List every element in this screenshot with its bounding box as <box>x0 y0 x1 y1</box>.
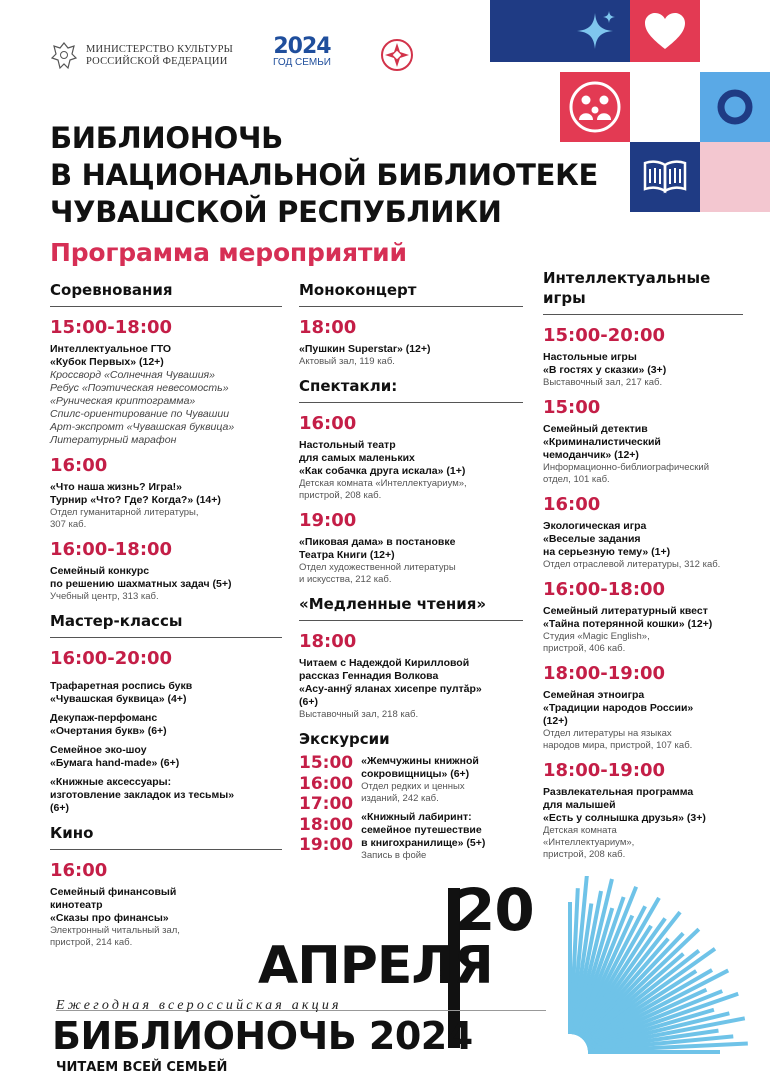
event-slogan: ЧИТАЕМ ВСЕЙ СЕМЬЕЙ <box>56 1060 228 1075</box>
event-title: рассказ Геннадия Волкова <box>299 670 439 682</box>
event-time: 18:00 <box>299 814 354 835</box>
event-title: Семейный финансовый <box>50 886 177 898</box>
section-heading-competitions: Соревнования <box>50 280 282 307</box>
event-block <box>543 325 755 389</box>
event-title: чемоданчик» (12+) <box>543 449 639 461</box>
event-place: Учебный центр, 313 каб. <box>50 591 159 602</box>
event-time: 18:00-19:00 <box>543 663 666 684</box>
decor-tile-ring <box>700 72 770 142</box>
event-item: Ребус «Поэтическая невесомость» <box>50 382 229 394</box>
title-line1: БИБЛИОНОЧЬ <box>50 121 283 155</box>
coat-of-arms-icon <box>50 40 78 72</box>
event-block <box>543 579 755 655</box>
event-block <box>299 413 523 502</box>
event-time: 16:00 <box>50 860 108 881</box>
event-place: Отдел художественной литературы <box>299 562 456 573</box>
event-time: 16:00 <box>299 413 357 434</box>
event-item: Кроссворд «Солнечная Чувашия» <box>50 369 215 381</box>
event-title: «Жемчужины книжной <box>361 755 479 767</box>
event-item: Арт-экспромт «Чувашская буквица» <box>50 421 235 433</box>
event-title: Читаем с Надеждой Кирилловой <box>299 657 470 669</box>
event-time: 16:00 <box>50 455 108 476</box>
event-title: Настольные игры <box>543 351 637 363</box>
event-name: БИБЛИОНОЧЬ 2024 <box>52 1014 473 1058</box>
event-item: Литературный марафон <box>50 434 177 446</box>
event-place: пристрой, 208 каб. <box>299 490 382 501</box>
event-time: 17:00 <box>299 794 354 814</box>
event-month: АПРЕЛЯ <box>258 936 493 996</box>
program-column-2 <box>299 280 523 862</box>
ministry-logo <box>50 40 233 72</box>
sparkle-icon <box>573 9 617 53</box>
event-title: (6+) <box>50 802 69 814</box>
year-logo-caption: ГОД СЕМЬИ <box>273 57 331 68</box>
event-title: Настольный театр <box>299 439 396 451</box>
event-place: Выставочный зал, 217 каб. <box>543 377 663 388</box>
event-place: Выставочный зал, 218 каб. <box>299 709 419 720</box>
event-time: 18:00-19:00 <box>543 760 666 781</box>
event-time: 16:00 <box>299 773 354 794</box>
heart-icon <box>643 11 687 51</box>
event-place: пристрой, 208 каб. <box>543 849 626 860</box>
year-logo-number: 2024 <box>273 34 331 59</box>
section-heading-excursions: Экскурсии <box>299 730 390 748</box>
event-block <box>299 510 523 586</box>
event-title: «Бумага hand-made» (6+) <box>50 757 180 769</box>
excursion-times <box>299 753 353 862</box>
event-title: «Асу-аннӳ яланах хисепре пултӑр» <box>299 683 482 695</box>
event-place: Отдел гуманитарной литературы, <box>50 507 199 518</box>
program-column-3 <box>543 268 755 869</box>
event-time: 15:00 <box>543 397 601 418</box>
event-block <box>543 397 755 486</box>
excursions-block <box>299 753 523 862</box>
event-title: «Пиковая дама» в постановке <box>299 536 456 548</box>
event-title: «Сказы про финансы» <box>50 912 169 924</box>
event-block <box>50 455 282 531</box>
event-title: Турнир «Что? Где? Когда?» (14+) <box>50 494 221 506</box>
event-time: 15:00 <box>299 753 354 773</box>
event-place: Запись в фойе <box>361 850 427 861</box>
event-title: Семейный конкурс <box>50 565 150 577</box>
event-title: Декупаж-перфоманс <box>50 712 158 724</box>
event-time: 19:00 <box>299 835 354 855</box>
event-place: Детская комната <box>543 825 617 836</box>
event-block <box>543 663 755 752</box>
section-heading-monoconcert: Моноконцерт <box>299 280 523 307</box>
event-title: на серьезную тему» (1+) <box>543 546 671 558</box>
event-place: пристрой, 406 каб. <box>543 643 626 654</box>
event-place: отдел, 101 каб. <box>543 474 610 485</box>
event-time: 18:00 <box>299 631 357 652</box>
open-book-icon <box>641 157 689 197</box>
event-title: «Тайна потерянной кошки» (12+) <box>543 618 713 630</box>
event-place: Актовый зал, 119 каб. <box>299 356 395 367</box>
event-title: «Как собачка друга искала» (1+) <box>299 465 466 477</box>
event-place: изданий, 242 каб. <box>361 793 439 804</box>
event-title: «Криминалистический <box>543 436 661 448</box>
event-time: 15:00-20:00 <box>543 325 666 346</box>
event-place: Электронный читальный зал, <box>50 925 180 936</box>
section-heading-slow-reading: «Медленные чтения» <box>299 594 523 621</box>
event-title: Театра Книги (12+) <box>299 549 395 561</box>
event-place: 307 каб. <box>50 519 87 530</box>
event-title: Семейный литературный квест <box>543 605 708 617</box>
event-title: «Очертания букв» (6+) <box>50 725 167 737</box>
page-title <box>50 120 598 231</box>
event-title: для малышей <box>543 799 616 811</box>
event-time: 16:00-20:00 <box>50 648 173 669</box>
event-place: Отдел редких и ценных <box>361 781 465 792</box>
event-block <box>50 860 282 949</box>
event-item: Спилс-ориентирование по Чувашии <box>50 408 230 420</box>
event-place: Студия «Magic English», <box>543 631 650 642</box>
event-block <box>50 317 282 447</box>
event-time: 16:00-18:00 <box>543 579 666 600</box>
section-heading-plays: Спектакли: <box>299 376 523 403</box>
section-heading-cinema: Кино <box>50 823 282 850</box>
event-place: Детская комната «Интеллектуариум», <box>299 478 467 489</box>
event-block <box>543 494 755 571</box>
event-title: Экологическая игра <box>543 520 647 532</box>
event-title: (12+) <box>543 715 568 727</box>
decor-tile <box>700 142 770 212</box>
program-subtitle: Программа мероприятий <box>50 238 407 267</box>
ring-icon <box>715 87 755 127</box>
section-heading-master-classes: Мастер-классы <box>50 611 282 638</box>
event-title: изготовление закладок из тесьмы» <box>50 789 235 801</box>
event-title: «Традиции народов России» <box>543 702 694 714</box>
event-place: и искусства, 212 каб. <box>299 574 392 585</box>
event-block <box>299 631 523 721</box>
program-column-1 <box>50 280 282 957</box>
ministry-name-line2: РОССИЙСКОЙ ФЕДЕРАЦИИ <box>86 56 228 67</box>
event-item: «Руническая криптограмма» <box>50 395 196 407</box>
decor-tile <box>490 0 560 62</box>
event-time: 19:00 <box>299 510 357 531</box>
event-block <box>543 760 755 861</box>
section-heading-intellectual-games: Интеллектуальные игры <box>543 268 743 315</box>
decor-tile-heart <box>630 0 700 62</box>
event-time: 16:00-18:00 <box>50 539 173 560</box>
event-title: (6+) <box>299 696 318 708</box>
event-title: «Есть у солнышка друзья» (3+) <box>543 812 706 824</box>
event-block <box>299 317 523 368</box>
event-time: 16:00 <box>543 494 601 515</box>
decor-tile-star <box>560 0 630 62</box>
event-place: Отдел литературы на языках <box>543 728 672 739</box>
event-place: Информационно-библиографический <box>543 462 710 473</box>
event-title: «Веселые задания <box>543 533 641 545</box>
event-title: Развлекательная программа <box>543 786 694 798</box>
event-place: «Интеллектуариум», <box>543 837 635 848</box>
event-title: Интеллектуальное ГТО <box>50 343 172 355</box>
excursion-list <box>361 753 485 862</box>
event-title: «Книжный лабиринт: <box>361 811 472 823</box>
event-title: кинотеатр <box>50 899 103 911</box>
event-title: Семейный детектив <box>543 423 648 435</box>
decor-tile-book <box>630 142 700 212</box>
event-title: «Пушкин Superstar» (12+) <box>299 343 431 355</box>
event-title: «Кубок Первых» (12+) <box>50 356 164 368</box>
event-title: Семейное эко-шоу <box>50 744 147 756</box>
event-place: Отдел отраслевой литературы, 312 каб. <box>543 559 721 570</box>
event-title: в книгохранилище» (5+) <box>361 837 486 849</box>
event-title: по решению шахматных задач (5+) <box>50 578 232 590</box>
title-line3: ЧУВАШСКОЙ РЕСПУБЛИКИ <box>50 195 502 229</box>
ministry-name-line1: МИНИСТЕРСТВО КУЛЬТУРЫ <box>86 44 233 55</box>
event-time: 15:00-18:00 <box>50 317 173 338</box>
event-block <box>50 648 282 815</box>
event-block <box>50 539 282 603</box>
event-title: сокровищницы» (6+) <box>361 768 470 780</box>
chuvash-ornament-logo-icon <box>380 38 414 72</box>
book-fan-graphic-icon <box>566 876 771 1056</box>
event-tagline: Ежегодная всероссийская акция <box>56 998 342 1013</box>
event-title: «В гостях у сказки» (3+) <box>543 364 667 376</box>
event-title: семейное путешествие <box>361 824 482 836</box>
event-title: Семейная этноигра <box>543 689 645 701</box>
event-day: 20 <box>455 876 534 944</box>
event-place: народов мира, пристрой, 107 каб. <box>543 740 693 751</box>
event-title: «Книжные аксессуары: <box>50 776 172 788</box>
title-line2: В НАЦИОНАЛЬНОЙ БИБЛИОТЕКЕ <box>50 158 599 192</box>
event-title: «Что наша жизнь? Игра!» <box>50 481 182 493</box>
event-time: 18:00 <box>299 317 357 338</box>
event-title: «Чувашская буквица» (4+) <box>50 693 187 705</box>
event-title: Трафаретная роспись букв <box>50 680 193 692</box>
event-place: пристрой, 214 каб. <box>50 937 133 948</box>
year-of-family-logo <box>270 34 334 68</box>
event-title: для самых маленьких <box>299 452 415 464</box>
